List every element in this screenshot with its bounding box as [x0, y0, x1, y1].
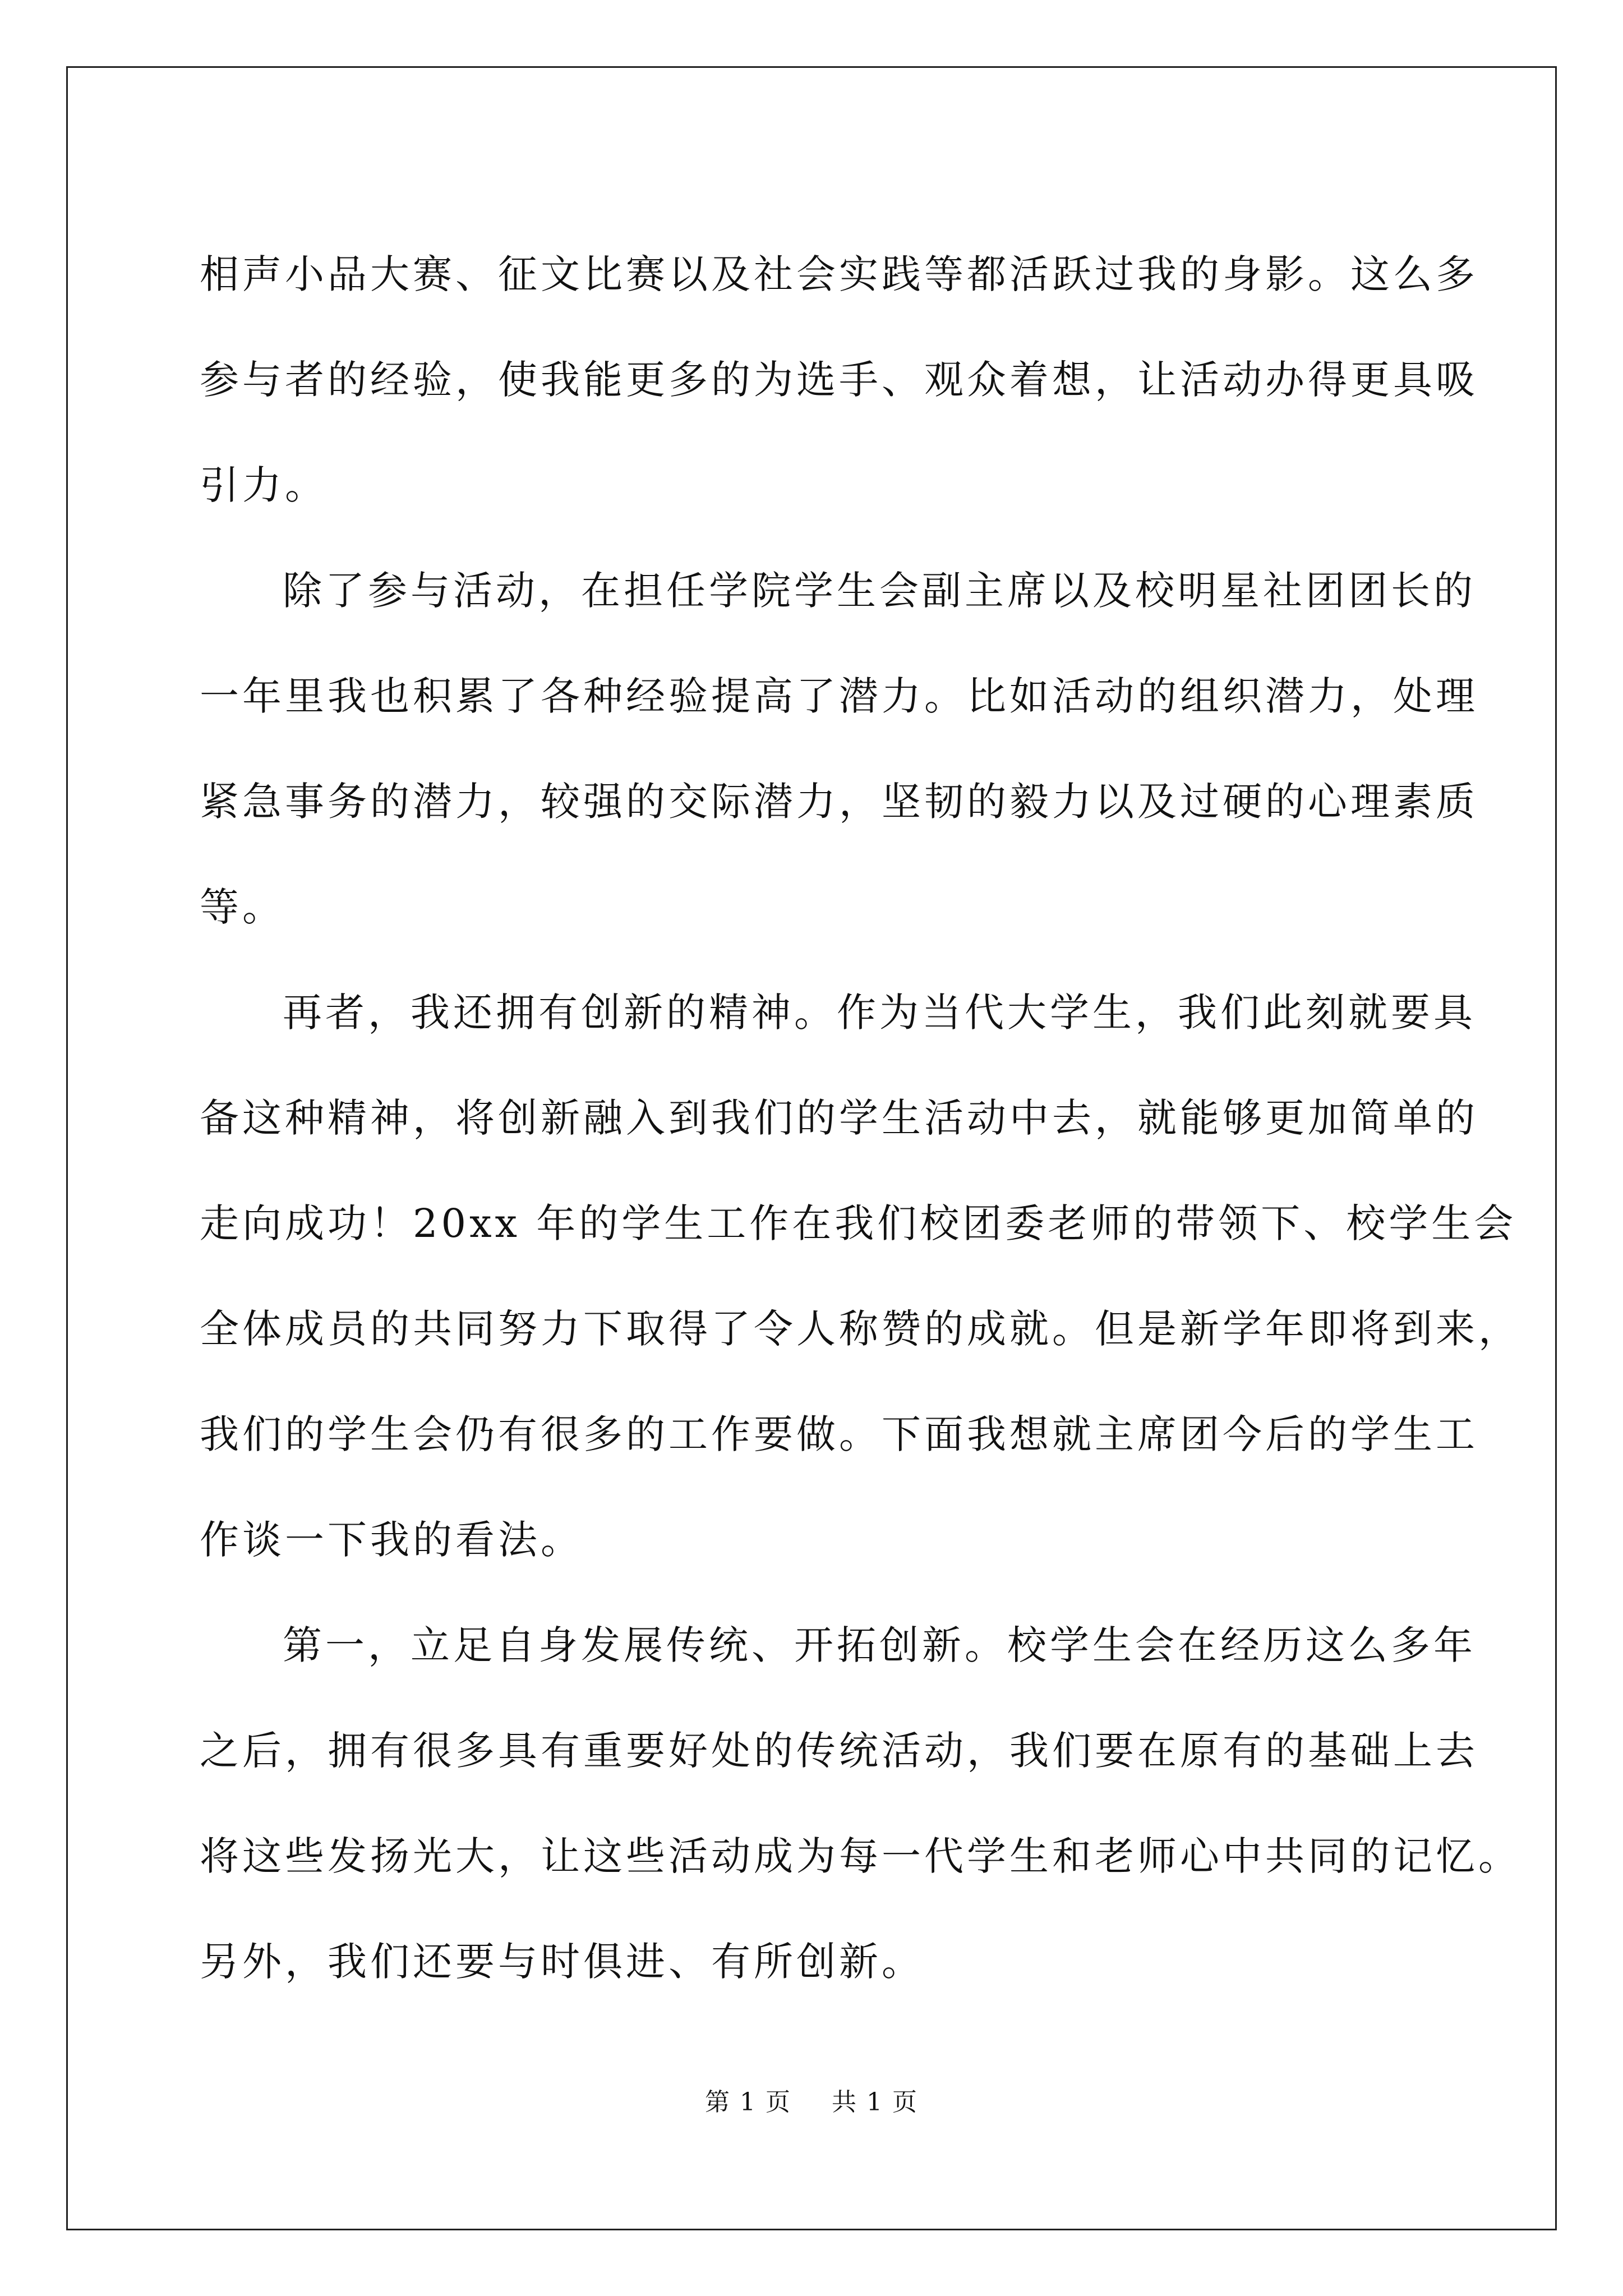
paragraph-start-line: 第一，立足自身发展传统、开拓创新。校学生会在经历这么多年 — [283, 1622, 1476, 1668]
text-line: 备这种精神，将创新融入到我们的学生活动中去，就能够更加简单的 — [200, 1095, 1478, 1141]
page-footer — [0, 2086, 1623, 2119]
text-line: 另外，我们还要与时俱进、有所创新。 — [200, 1939, 924, 1985]
text-line: 将这些发扬光大，让这些活动成为每一代学生和老师心中共同的记忆。 — [200, 1833, 1521, 1879]
text-line: 我们的学生会仍有很多的工作要做。下面我想就主席团今后的学生工 — [200, 1411, 1478, 1457]
text-line: 全体成员的共同努力下取得了令人称赞的成就。但是新学年即将到来， — [200, 1306, 1521, 1352]
text-line: 作谈一下我的看法。 — [200, 1517, 583, 1563]
page-number: 第 1 页 — [705, 2088, 791, 2116]
text-line: 参与者的经验，使我能更多的为选手、观众着想，让活动办得更具吸 — [200, 357, 1478, 403]
text-line: 走向成功！20xx 年的学生工作在我们校团委老师的带领下、校学生会 — [200, 1200, 1517, 1246]
text-line: 紧急事务的潜力，较强的交际潜力，坚韧的毅力以及过硬的心理素质 — [200, 779, 1478, 825]
page-total: 共 1 页 — [832, 2088, 918, 2116]
paragraph-start-line: 除了参与活动，在担任学院学生会副主席以及校明星社团团长的 — [283, 568, 1476, 614]
text-line: 一年里我也积累了各种经验提高了潜力。比如活动的组织潜力，处理 — [200, 673, 1478, 719]
document-body — [200, 222, 1521, 2014]
paragraph-start-line: 再者，我还拥有创新的精神。作为当代大学生，我们此刻就要具 — [283, 990, 1476, 1036]
text-line: 之后，拥有很多具有重要好处的传统活动，我们要在原有的基础上去 — [200, 1728, 1478, 1774]
text-line: 相声小品大赛、征文比赛以及社会实践等都活跃过我的身影。这么多 — [200, 251, 1478, 297]
text-line: 引力。 — [200, 462, 328, 508]
text-line: 等。 — [200, 884, 285, 930]
